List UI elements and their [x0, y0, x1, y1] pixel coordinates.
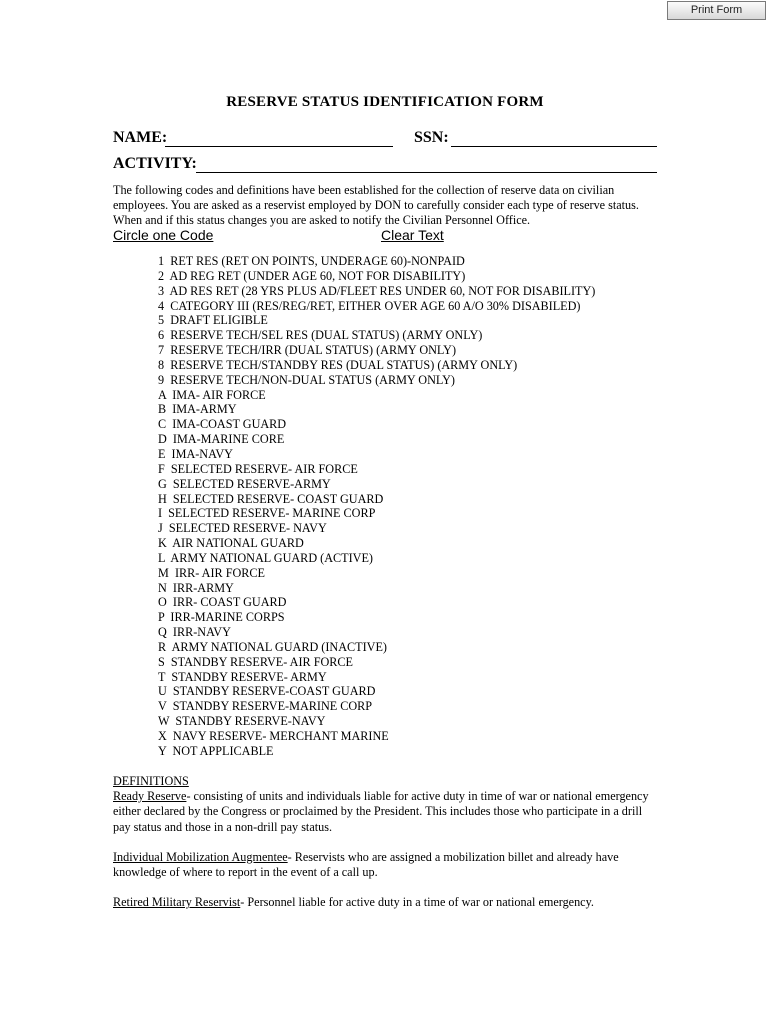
code-item[interactable]	[158, 492, 595, 507]
code-letter: W	[158, 714, 170, 729]
code-item[interactable]	[158, 744, 595, 759]
code-item[interactable]	[158, 254, 595, 269]
code-item[interactable]	[158, 432, 595, 447]
definition-ready-reserve	[113, 789, 653, 835]
code-description: SELECTED RESERVE-ARMY	[172, 476, 331, 491]
code-description: IMA-MARINE CORE	[172, 432, 285, 447]
code-item[interactable]	[158, 714, 595, 729]
circle-one-code-link[interactable]: Circle one Code	[113, 227, 214, 243]
code-item[interactable]	[158, 581, 595, 596]
definition-retired	[113, 895, 653, 910]
definition-text: - consisting of units and individuals liable for active duty in time of war or national emergency either declared by the Congress or proclaimed by the President. This includes those who participate in a drill pay status and those in a non-drill pay status.	[113, 789, 649, 834]
code-letter: 9	[158, 372, 165, 387]
code-item[interactable]	[158, 269, 595, 284]
code-description: IRR- COAST GUARD	[172, 595, 287, 610]
ssn-underline	[451, 146, 657, 147]
code-letter: V	[158, 699, 167, 714]
code-item[interactable]	[158, 299, 595, 314]
code-description: RESERVE TECH/IRR (DUAL STATUS) (ARMY ONLY)	[170, 343, 457, 358]
clear-text-button[interactable]: Clear Text	[381, 227, 444, 243]
ssn-field[interactable]	[453, 130, 655, 145]
code-letter: 5	[158, 313, 165, 328]
code-item[interactable]	[158, 684, 595, 699]
definition-ima	[113, 850, 653, 880]
code-item[interactable]	[158, 447, 595, 462]
code-item[interactable]	[158, 566, 595, 581]
code-description: IRR-NAVY	[172, 625, 231, 640]
code-item[interactable]	[158, 373, 595, 388]
name-field[interactable]	[167, 130, 391, 145]
code-letter: Y	[158, 743, 167, 758]
code-description: SELECTED RESERVE- AIR FORCE	[170, 461, 358, 476]
code-description: RESERVE TECH/STANDBY RES (DUAL STATUS) (ARMY ONLY)	[170, 357, 518, 372]
code-description: IMA- AIR FORCE	[172, 387, 266, 402]
code-letter: L	[158, 550, 165, 565]
code-item[interactable]	[158, 625, 595, 640]
intro-paragraph: The following codes and definitions have been established for the collection of reserve data on civilian employees. You are asked as a reservist employed by DON to carefully consider each type of reserve status. When and if this status changes you are asked to notify the Civilian Personnel Office.	[113, 183, 639, 228]
code-description: RESERVE TECH/SEL RES (DUAL STATUS) (ARMY ONLY)	[170, 328, 483, 343]
code-letter: B	[158, 402, 167, 417]
code-letter: 2	[158, 268, 165, 283]
code-letter: U	[158, 684, 167, 699]
code-item[interactable]	[158, 640, 595, 655]
code-description: IRR- AIR FORCE	[174, 565, 266, 580]
code-item[interactable]	[158, 551, 595, 566]
code-item[interactable]	[158, 417, 595, 432]
code-letter: I	[158, 506, 163, 521]
code-description: DRAFT ELIGIBLE	[170, 313, 268, 328]
code-item[interactable]	[158, 655, 595, 670]
form-title: RESERVE STATUS IDENTIFICATION FORM	[226, 94, 544, 110]
code-item[interactable]	[158, 670, 595, 685]
definition-term: Ready Reserve	[113, 789, 187, 804]
code-item[interactable]	[158, 610, 595, 625]
name-underline	[165, 146, 393, 147]
code-letter: 8	[158, 357, 165, 372]
code-description: IMA-NAVY	[171, 446, 233, 461]
code-item[interactable]	[158, 699, 595, 714]
code-letter: T	[158, 669, 166, 684]
definition-text: - Personnel liable for active duty in a time of war or national emergency.	[240, 895, 594, 910]
code-letter: G	[158, 476, 167, 491]
code-letter: M	[158, 565, 169, 580]
code-description: IRR-MARINE CORPS	[170, 610, 285, 625]
code-description: SELECTED RESERVE- COAST GUARD	[172, 491, 384, 506]
code-letter: P	[158, 610, 165, 625]
code-description: IRR-ARMY	[172, 580, 234, 595]
code-description: IMA-COAST GUARD	[172, 417, 287, 432]
code-letter: C	[158, 417, 167, 432]
code-description: ARMY NATIONAL GUARD (INACTIVE)	[171, 639, 387, 654]
code-description: STANDBY RESERVE- ARMY	[171, 669, 327, 684]
code-description: AD REG RET (UNDER AGE 60, NOT FOR DISABILITY)	[169, 268, 466, 283]
definition-term: Retired Military Reservist	[113, 895, 241, 910]
code-letter: 7	[158, 343, 165, 358]
definition-text: - Reservists who are assigned a mobilization billet and already have knowledge of where to report in the event of a call up.	[113, 849, 619, 880]
code-description: NOT APPLICABLE	[172, 743, 274, 758]
code-item[interactable]	[158, 358, 595, 373]
code-item[interactable]	[158, 536, 595, 551]
code-item[interactable]	[158, 402, 595, 417]
code-item[interactable]	[158, 477, 595, 492]
code-item[interactable]	[158, 343, 595, 358]
ssn-label: SSN:	[414, 129, 449, 146]
code-letter: H	[158, 491, 167, 506]
code-letter: 6	[158, 328, 165, 343]
print-form-button[interactable]: Print Form	[667, 1, 766, 20]
code-item[interactable]	[158, 313, 595, 328]
code-description: SELECTED RESERVE- NAVY	[168, 521, 327, 536]
code-item[interactable]	[158, 284, 595, 299]
code-item[interactable]	[158, 729, 595, 744]
code-description: SELECTED RESERVE- MARINE CORP	[168, 506, 376, 521]
code-letter: N	[158, 580, 167, 595]
code-item[interactable]	[158, 595, 595, 610]
definitions-section	[113, 774, 653, 910]
code-letter: 1	[158, 254, 165, 268]
code-item[interactable]	[158, 388, 595, 403]
code-letter: 3	[158, 283, 165, 298]
activity-underline	[196, 172, 657, 173]
code-description: STANDBY RESERVE-NAVY	[175, 714, 326, 729]
code-description: NAVY RESERVE- MERCHANT MARINE	[172, 729, 389, 743]
code-description: CATEGORY III (RES/REG/RET, EITHER OVER AGE 60 A/O 30% DISABILED)	[170, 298, 581, 313]
code-description: STANDBY RESERVE- AIR FORCE	[170, 654, 353, 669]
code-letter: X	[158, 729, 167, 743]
code-letter: S	[158, 654, 165, 669]
code-description: STANDBY RESERVE-MARINE CORP	[172, 699, 373, 714]
code-letter: J	[158, 521, 163, 536]
code-item[interactable]	[158, 521, 595, 536]
code-letter: R	[158, 639, 167, 654]
code-letter: Q	[158, 625, 167, 640]
code-list	[158, 254, 595, 759]
code-item[interactable]	[158, 506, 595, 521]
definition-term: Individual Mobilization Augmentee	[113, 849, 288, 864]
code-letter: E	[158, 446, 166, 461]
code-description: AIR NATIONAL GUARD	[172, 536, 304, 551]
code-description: STANDBY RESERVE-COAST GUARD	[172, 684, 376, 699]
code-item[interactable]	[158, 328, 595, 343]
code-letter: K	[158, 536, 167, 551]
code-description: AD RES RET (28 YRS PLUS AD/FLEET RES UNDER 60, NOT FOR DISABILITY)	[169, 283, 596, 298]
definitions-heading: DEFINITIONS	[113, 774, 189, 788]
code-letter: F	[158, 461, 165, 476]
code-item[interactable]	[158, 462, 595, 477]
activity-field[interactable]	[198, 156, 655, 171]
code-description: ARMY NATIONAL GUARD (ACTIVE)	[170, 550, 373, 565]
code-letter: A	[158, 387, 167, 402]
code-letter: O	[158, 595, 167, 610]
code-description: RET RES (RET ON POINTS, UNDERAGE 60)-NONPAID	[170, 254, 465, 268]
code-description: RESERVE TECH/NON-DUAL STATUS (ARMY ONLY)	[170, 372, 455, 387]
code-description: IMA-ARMY	[172, 402, 237, 417]
name-label: NAME:	[113, 129, 168, 146]
activity-label: ACTIVITY:	[113, 155, 197, 172]
code-letter: 4	[158, 298, 165, 313]
code-letter: D	[158, 432, 167, 447]
